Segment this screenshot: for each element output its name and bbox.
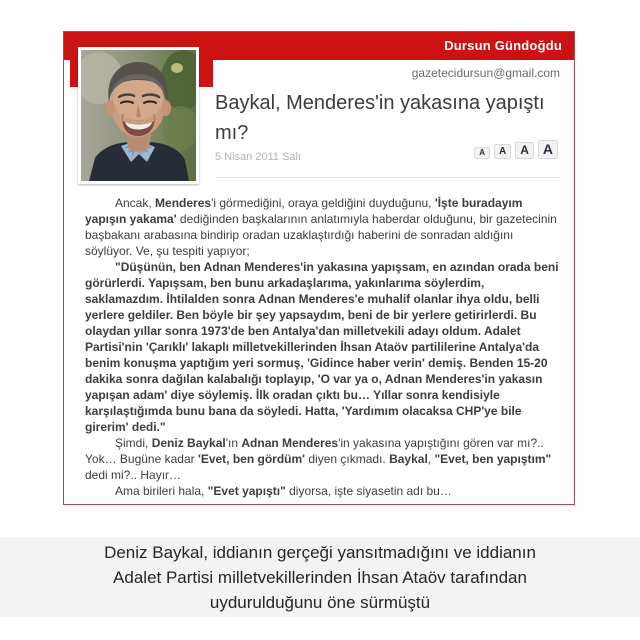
article-title: Baykal, Menderes'in yakasına yapıştı mı? — [215, 92, 545, 144]
article-paragraph: Şimdi, Deniz Baykal'ın Adnan Menderes'in yakasına yapıştığını gören var mı?.. Yok… Bugüne kadar 'Evet, ben gördüm' diyen çıkmadı. Baykal, "Evet, ben yapıştım" dedi mi?.. Hayır… — [85, 436, 552, 482]
article-date: 5 Nisan 2011 Salı — [215, 151, 302, 163]
article-paragraph: "Düşünün, ben Adnan Menderes'in yakasına yapışsam, en azından orada beni görürlerdi. Yapışsam, ben bunu arkadaşlarıma, yakınlarıma söylerdim, saklamazdım. İhtilalden sonra Adnan Menderes'e muhalif olanlar ihya oldu, belli yerlere geldiler. Ben böyle bir şey yapsaydım, beni de bir yerlere getirirlerdi. Bu olaydan yıllar sonra 1973'de ben Antalya'dan milletvekili adayı oldum. Adalet Partisi'nin 'Çarıklı' lakaplı milletvekillerinden İhsan Ataöv partililerine Antalya'da benim konuşma yaptığım yeri sormuş, 'Gidince haber verin' demiş. Benden 15-20 dakika sonra dağılan kalabalığı toplayıp, 'O var ya o, Adnan Menderes'in yakasın yapışan adam' diye söylemiş. İlk oradan çıktı bu… Yıllar sonra kendisiyle karşılaştığımda bunu bana da söyledi. Hatta, 'Yardımım olacaksa CHP'ye bile girerim' dedi." — [85, 260, 559, 434]
font-size-button-smallest[interactable]: A — [474, 147, 490, 160]
font-size-button-large[interactable]: A — [538, 140, 558, 159]
article-paragraph: Ama birileri hala, "Evet yapıştı" diyorsa, işte siyasetin adı bu… — [115, 484, 452, 498]
caption-line: uydurulduğunu öne sürmüştü — [209, 592, 431, 612]
font-size-button-small[interactable]: A — [494, 144, 511, 159]
title-divider — [215, 177, 560, 178]
font-size-controls — [474, 140, 558, 159]
caption-line: Deniz Baykal, iddianın gerçeği yansıtmadığını ve iddianın — [104, 542, 536, 562]
caption-line: Adalet Partisi milletvekillerinden İhsan Ataöv tarafından — [113, 567, 527, 587]
author-name: Dursun Gündoğdu — [444, 38, 562, 53]
article-paragraph: Ancak, Menderes'i görmediğini, oraya geldiğini duyduğunu, 'İşte buradayım yapışın yakama' dediğinden başkalarının anlatımıyla haberdar olduğunu, bir gazetecinin başbakanı arabasına bindirip oradan uzaklaştırdığı haberini de sonradan aldığını söylüyor. Ve, şu tespiti yapıyor; — [85, 196, 557, 258]
author-portrait-image — [81, 50, 196, 181]
author-email-link[interactable]: gazetecidursun@gmail.com — [411, 66, 560, 80]
article-body — [85, 195, 561, 509]
article-card — [63, 31, 575, 505]
caption-banner — [0, 537, 640, 617]
font-size-button-medium[interactable]: A — [515, 142, 534, 159]
author-photo — [78, 47, 199, 184]
